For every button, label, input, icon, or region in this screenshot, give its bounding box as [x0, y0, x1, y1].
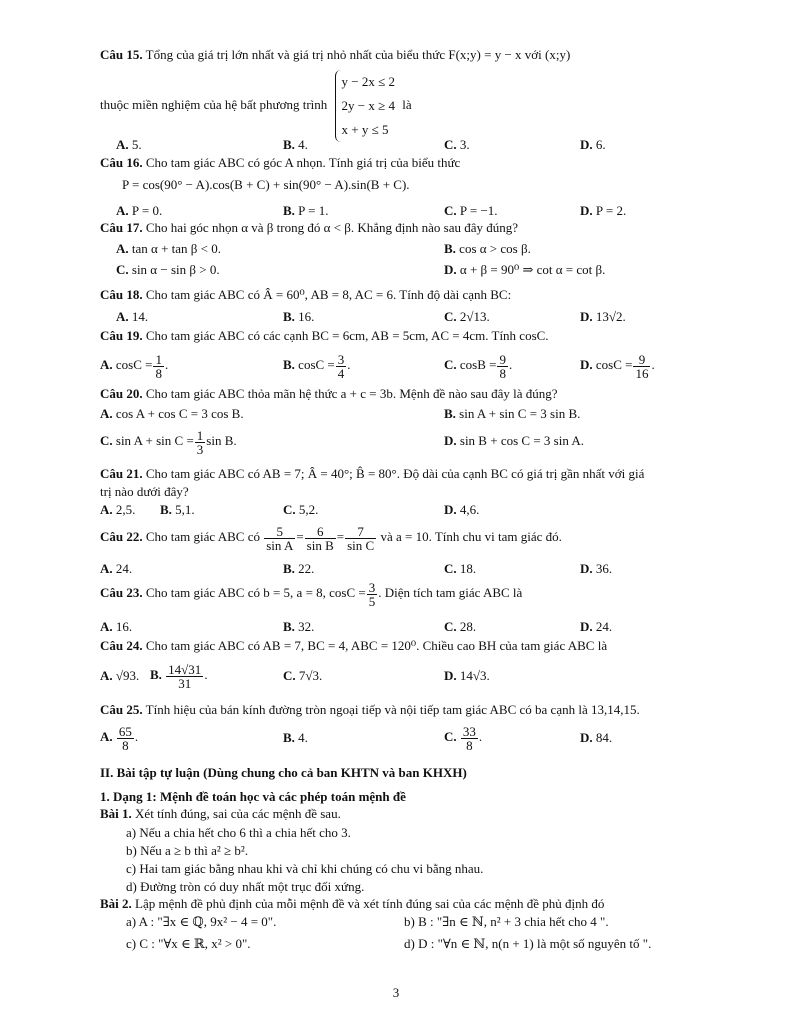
bai1-item-c: c) Hai tam giác bằng nhau khi và chỉ khi chúng có chu vi bằng nhau. — [126, 861, 484, 876]
q23-option-a: A. 16. — [100, 619, 133, 634]
q15-ineq3: x + y ≤ 5 — [341, 122, 389, 137]
q24-option-b: B. $\frac{14√31}{31}$ . — [150, 661, 208, 691]
q24-label: Câu 24. — [100, 638, 143, 653]
bai2-item-b: b) B : "∃n ∈ ℕ, n² + 3 chia hết cho 4 ". — [404, 914, 609, 929]
q20-option-c: C. sin A + sin C = $\frac{1}{3}$ sin B. — [100, 427, 237, 457]
bai2-item-c: c) C : "∀x ∈ ℝ, x² > 0". — [126, 936, 251, 951]
q17-option-a: A. tan α + tan β < 0. — [116, 241, 221, 256]
q19-label: Câu 19. — [100, 328, 143, 343]
bai2-line1 — [100, 896, 604, 912]
q23-option-c: C. 28. — [444, 619, 477, 634]
q25-text: Tính hiệu của bán kính đường tròn ngoại tiếp và nội tiếp tam giác ABC có ba cạnh là 13,14,15. — [145, 702, 640, 717]
q16-text: Cho tam giác ABC có góc A nhọn. Tính giá trị của biểu thức — [145, 155, 461, 170]
q15-option-a: A. 5. — [116, 137, 142, 152]
q25-option-c: C. $\frac{33}{8}$ . — [444, 723, 483, 753]
q16-option-b: B. P = 1. — [283, 203, 329, 218]
bai1-item-b: b) Nếu a ≥ b thì a² ≥ b². — [126, 843, 249, 858]
q19-option-c: C. cosB = $\frac{9}{8}$ . — [444, 351, 513, 381]
q25-option-a: A. $\frac{65}{8}$ . — [100, 723, 139, 753]
q22-option-c: C. 18. — [444, 561, 477, 576]
q22-label: Câu 22. — [100, 529, 143, 544]
bai2-item-a: a) A : "∃x ∈ ℚ, 9x² − 4 = 0". — [126, 914, 277, 929]
q20-line1 — [100, 386, 558, 402]
q18-option-d: D. 13√2. — [580, 309, 626, 324]
q18-text: Cho tam giác ABC có Â = 60⁰, AB = 8, AC = 6. Tính độ dài cạnh BC: — [145, 287, 512, 302]
q24-option-a: A. √93. — [100, 668, 140, 683]
q19-option-d: D. cosC = $\frac{9}{16}$ . — [580, 351, 655, 381]
q17-option-d: D. α + β = 90⁰ ⇒ cot α = cot β. — [444, 262, 606, 277]
q21-option-d: D. 4,6. — [444, 502, 480, 517]
q25-option-d: D. 84. — [580, 730, 613, 745]
bai2-text: Lập mệnh đề phủ định của mỗi mệnh đề và xét tính đúng sai của các mệnh đề phủ định đó — [135, 896, 605, 911]
q21-option-b: B. 5,1. — [160, 502, 195, 517]
q21-text2: trị nào dưới đây? — [100, 484, 189, 499]
q16-option-d: D. P = 2. — [580, 203, 627, 218]
q18-label: Câu 18. — [100, 287, 143, 302]
q20-text: Cho tam giác ABC thỏa mãn hệ thức a + c = 3b. Mệnh đề nào sau đây là đúng? — [145, 386, 558, 401]
q21-option-c: C. 5,2. — [283, 502, 319, 517]
q21-option-a: A. 2,5. — [100, 502, 136, 517]
q16-option-c: C. P = −1. — [444, 203, 498, 218]
bai1-text: Xét tính đúng, sai của các mệnh đề sau. — [135, 806, 341, 821]
q16-label: Câu 16. — [100, 155, 143, 170]
q25-line1 — [100, 702, 640, 718]
q20-option-a: A. cos A + cos C = 3 cos B. — [100, 406, 244, 421]
q25-option-b: B. 4. — [283, 730, 308, 745]
q15-ineq2: 2y − x ≥ 4 — [341, 98, 396, 113]
q19-line1 — [100, 328, 549, 344]
q15-text: Tổng của giá trị lớn nhất và giá trị nhỏ nhất của biểu thức F(x;y) = y − x với (x;y) — [145, 47, 571, 62]
q16-option-a: A. P = 0. — [116, 203, 163, 218]
q20-label: Câu 20. — [100, 386, 143, 401]
q24-option-c: C. 7√3. — [283, 668, 323, 683]
q23-line1: Câu 23. Cho tam giác ABC có b = 5, a = 8, cosC = $\frac{3}{5}$ . Diện tích tam giác ABC là — [100, 579, 523, 609]
q15-option-d: D. 6. — [580, 137, 606, 152]
q17-text: Cho hai góc nhọn α và β trong đó α < β. Khẳng định nào sau đây đúng? — [145, 220, 518, 235]
q15-line1 — [100, 47, 570, 63]
q15-text2: thuộc miền nghiệm của hệ bất phương trình — [100, 96, 328, 112]
q15-ineq1: y − 2x ≤ 2 — [341, 74, 396, 89]
q16-formula: P = cos(90° − A).cos(B + C) + sin(90° − A).sin(B + C). — [122, 177, 410, 192]
q18-line1 — [100, 287, 511, 303]
q25-label: Câu 25. — [100, 702, 143, 717]
q15-system — [335, 70, 395, 142]
dang-1-heading: 1. Dạng 1: Mệnh đề toán học và các phép toán mệnh đề — [100, 789, 406, 804]
q15-text3: là — [402, 96, 412, 112]
q22-option-b: B. 22. — [283, 561, 315, 576]
q21-text: Cho tam giác ABC có AB = 7; Â = 40°; B̂ = 80°. Độ dài của cạnh BC có giá trị gần nhất với giá — [145, 466, 645, 481]
page-number: 3 — [392, 985, 400, 1000]
q24-option-d: D. 14√3. — [444, 668, 490, 683]
q18-option-a: A. 14. — [116, 309, 149, 324]
bai2-label: Bài 2. — [100, 896, 132, 911]
q17-line1 — [100, 220, 518, 236]
q15-line2 — [100, 70, 412, 142]
q23-label: Câu 23. — [100, 585, 143, 600]
q16-line1 — [100, 155, 460, 171]
q17-label: Câu 17. — [100, 220, 143, 235]
q20-option-d: D. sin B + cos C = 3 sin A. — [444, 433, 584, 448]
q19-text: Cho tam giác ABC có các cạnh BC = 6cm, AB = 5cm, AC = 4cm. Tính cosC. — [145, 328, 549, 343]
q17-option-b: B. cos α > cos β. — [444, 241, 531, 256]
q23-option-b: B. 32. — [283, 619, 315, 634]
bai1-item-a: a) Nếu a chia hết cho 6 thì a chia hết cho 3. — [126, 825, 351, 840]
q22-option-d: D. 36. — [580, 561, 613, 576]
bai1-line1 — [100, 806, 341, 822]
q15-label: Câu 15. — [100, 47, 143, 62]
q18-option-c: C. 2√13. — [444, 309, 490, 324]
q19-option-b: B. cosC = $\frac{3}{4}$ . — [283, 351, 351, 381]
bai2-item-d: d) D : "∀n ∈ ℕ, n(n + 1) là một số nguyên tố ". — [404, 936, 652, 951]
q24-line1 — [100, 638, 607, 654]
section-2-heading: II. Bài tập tự luận (Dùng chung cho cả ban KHTN và ban KHXH) — [100, 765, 467, 780]
bai1-label: Bài 1. — [100, 806, 132, 821]
q15-option-b: B. 4. — [283, 137, 308, 152]
q15-option-c: C. 3. — [444, 137, 470, 152]
q21-line1 — [100, 466, 644, 482]
q24-text: Cho tam giác ABC có AB = 7, BC = 4, ABC = 120⁰. Chiều cao BH của tam giác ABC là — [145, 638, 608, 653]
q22-option-a: A. 24. — [100, 561, 133, 576]
q21-label: Câu 21. — [100, 466, 143, 481]
q18-option-b: B. 16. — [283, 309, 315, 324]
q22-line1: Câu 22. Cho tam giác ABC có $\frac{5}{\text{sin A}}$ = $\frac{6}{\text{sin B}}$ = $\frac{7}{\text{sin C}}$ và a = 10. Tính chu vi tam giác đó. — [100, 523, 562, 553]
q23-option-d: D. 24. — [580, 619, 613, 634]
q20-option-b: B. sin A + sin C = 3 sin B. — [444, 406, 581, 421]
q17-option-c: C. sin α − sin β > 0. — [116, 262, 220, 277]
q19-option-a: A. cosC = $\frac{1}{8}$ . — [100, 351, 169, 381]
bai1-item-d: d) Đường tròn có duy nhất một trục đối xứng. — [126, 879, 365, 894]
